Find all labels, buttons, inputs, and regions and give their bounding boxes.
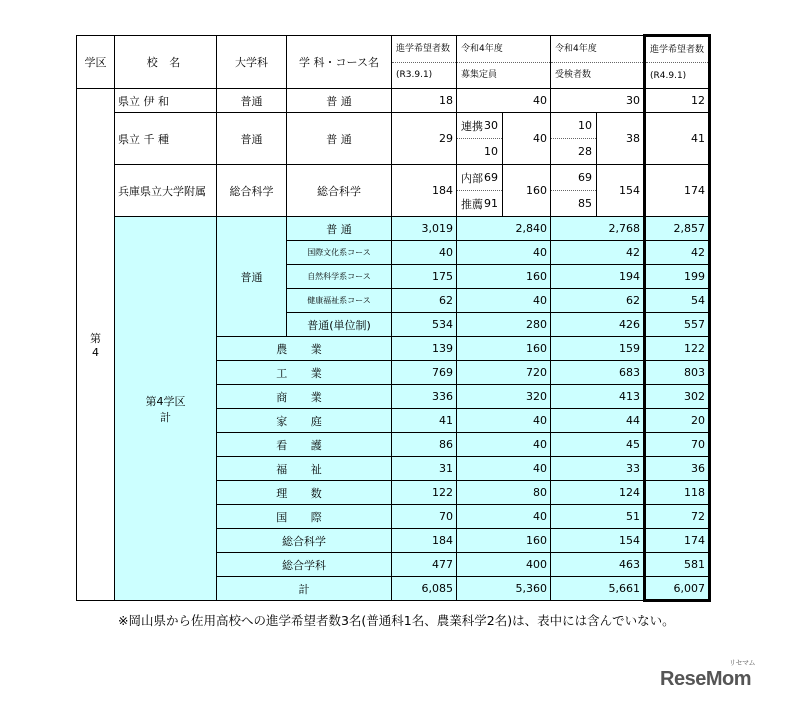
univ-cell: 普通	[217, 89, 287, 113]
new-cell: 41	[645, 113, 710, 165]
cap-cell: 160	[457, 265, 551, 289]
table-row	[77, 113, 710, 165]
header-district: 学区	[77, 36, 115, 89]
hope-cell: 31	[392, 457, 457, 481]
hope-cell: 3,019	[392, 217, 457, 241]
course-cell: 健康福祉系コース	[287, 289, 392, 313]
exam-cell: 154	[551, 529, 645, 553]
exam-cell: 45	[551, 433, 645, 457]
new-cell: 6,007	[645, 577, 710, 601]
cap-cell: 320	[457, 385, 551, 409]
hope-cell: 769	[392, 361, 457, 385]
exam-cell: 38	[597, 113, 645, 165]
header-course: 学 科・コース名	[287, 36, 392, 89]
new-cell: 42	[645, 241, 710, 265]
cap-cell: 40	[457, 433, 551, 457]
cap-cell: 40	[457, 505, 551, 529]
exam-cell: 194	[551, 265, 645, 289]
course-cell: 普 通	[287, 113, 392, 165]
course-cell: 福 祉	[217, 457, 392, 481]
new-cell: 803	[645, 361, 710, 385]
district-cell: 第 4	[77, 89, 115, 601]
cap-cell: 280	[457, 313, 551, 337]
course-cell: 総合科学	[287, 165, 392, 217]
course-cell: 国際文化系コース	[287, 241, 392, 265]
course-cell: 看 護	[217, 433, 392, 457]
hope-cell: 6,085	[392, 577, 457, 601]
univ-cell: 総合科学	[217, 165, 287, 217]
new-cell: 70	[645, 433, 710, 457]
exam-sub-cell: 10 28	[551, 113, 597, 165]
course-cell: 計	[217, 577, 392, 601]
header-school: 校 名	[115, 36, 217, 89]
header-capacity: 令和4年度 募集定員	[457, 36, 551, 89]
header-new: 進学希望者数 (R4.9.1)	[645, 36, 710, 89]
cap-cell: 400	[457, 553, 551, 577]
course-cell: 普 通	[287, 89, 392, 113]
exam-cell: 159	[551, 337, 645, 361]
cap-cell: 2,840	[457, 217, 551, 241]
cap-cell: 40	[457, 409, 551, 433]
course-cell: 自然科学系コース	[287, 265, 392, 289]
hope-cell: 70	[392, 505, 457, 529]
footnote: ※岡山県から佐用高校への進学希望者数3名(普通科1名、農業科学2名)は、表中には含んでいない。	[118, 613, 675, 628]
new-cell: 174	[645, 165, 710, 217]
school-name: 県立 伊 和	[115, 89, 217, 113]
exam-cell: 44	[551, 409, 645, 433]
header-univ: 大学科	[217, 36, 287, 89]
hope-cell: 175	[392, 265, 457, 289]
hope-cell: 18	[392, 89, 457, 113]
exam-cell: 42	[551, 241, 645, 265]
table-row	[77, 217, 710, 241]
cap-cell: 720	[457, 361, 551, 385]
exam-cell: 124	[551, 481, 645, 505]
new-cell: 581	[645, 553, 710, 577]
hope-cell: 139	[392, 337, 457, 361]
new-cell: 72	[645, 505, 710, 529]
hope-cell: 477	[392, 553, 457, 577]
cap-sub-cell: 内部 69 推薦 91	[457, 165, 503, 217]
new-cell: 20	[645, 409, 710, 433]
new-cell: 36	[645, 457, 710, 481]
course-cell: 普通(単位制)	[287, 313, 392, 337]
hope-cell: 29	[392, 113, 457, 165]
header-row	[77, 36, 710, 89]
hope-cell: 336	[392, 385, 457, 409]
cap-cell: 40	[503, 113, 551, 165]
cap-cell: 40	[457, 241, 551, 265]
exam-cell: 683	[551, 361, 645, 385]
hope-cell: 62	[392, 289, 457, 313]
exam-cell: 62	[551, 289, 645, 313]
exam-cell: 33	[551, 457, 645, 481]
exam-cell: 426	[551, 313, 645, 337]
table-row	[77, 165, 710, 217]
exam-cell: 5,661	[551, 577, 645, 601]
data-table-wrap	[76, 34, 711, 602]
cap-cell: 40	[457, 89, 551, 113]
general-label: 普通	[217, 217, 287, 337]
course-cell: 農 業	[217, 337, 392, 361]
new-cell: 118	[645, 481, 710, 505]
course-cell: 国 際	[217, 505, 392, 529]
exam-cell: 463	[551, 553, 645, 577]
cap-cell: 160	[457, 337, 551, 361]
applicants-table	[76, 34, 711, 602]
hope-cell: 40	[392, 241, 457, 265]
new-cell: 54	[645, 289, 710, 313]
univ-cell: 普通	[217, 113, 287, 165]
exam-sub-cell: 69 85	[551, 165, 597, 217]
course-cell: 普 通	[287, 217, 392, 241]
header-hope: 進学希望者数 (R3.9.1)	[392, 36, 457, 89]
course-cell: 商 業	[217, 385, 392, 409]
course-cell: 理 数	[217, 481, 392, 505]
new-cell: 174	[645, 529, 710, 553]
hope-cell: 122	[392, 481, 457, 505]
hope-cell: 534	[392, 313, 457, 337]
exam-cell: 30	[551, 89, 645, 113]
course-cell: 総合学科	[217, 553, 392, 577]
hope-cell: 41	[392, 409, 457, 433]
exam-cell: 154	[597, 165, 645, 217]
cap-cell: 5,360	[457, 577, 551, 601]
course-cell: 工 業	[217, 361, 392, 385]
district-total-label: 第4学区 計	[115, 217, 217, 601]
new-cell: 12	[645, 89, 710, 113]
exam-cell: 413	[551, 385, 645, 409]
exam-cell: 2,768	[551, 217, 645, 241]
new-cell: 2,857	[645, 217, 710, 241]
resemom-logo: ReseMom リセマム	[660, 660, 755, 690]
course-cell: 総合科学	[217, 529, 392, 553]
cap-cell: 160	[457, 529, 551, 553]
exam-cell: 51	[551, 505, 645, 529]
school-name: 県立 千 種	[115, 113, 217, 165]
cap-cell: 160	[503, 165, 551, 217]
school-name: 兵庫県立大学附属	[115, 165, 217, 217]
cap-cell: 80	[457, 481, 551, 505]
course-cell: 家 庭	[217, 409, 392, 433]
hope-cell: 184	[392, 529, 457, 553]
cap-sub-cell: 連携 30 10	[457, 113, 503, 165]
header-exam: 令和4年度 受検者数	[551, 36, 645, 89]
hope-cell: 86	[392, 433, 457, 457]
cap-cell: 40	[457, 457, 551, 481]
new-cell: 557	[645, 313, 710, 337]
new-cell: 302	[645, 385, 710, 409]
table-row	[77, 89, 710, 113]
new-cell: 199	[645, 265, 710, 289]
hope-cell: 184	[392, 165, 457, 217]
new-cell: 122	[645, 337, 710, 361]
cap-cell: 40	[457, 289, 551, 313]
